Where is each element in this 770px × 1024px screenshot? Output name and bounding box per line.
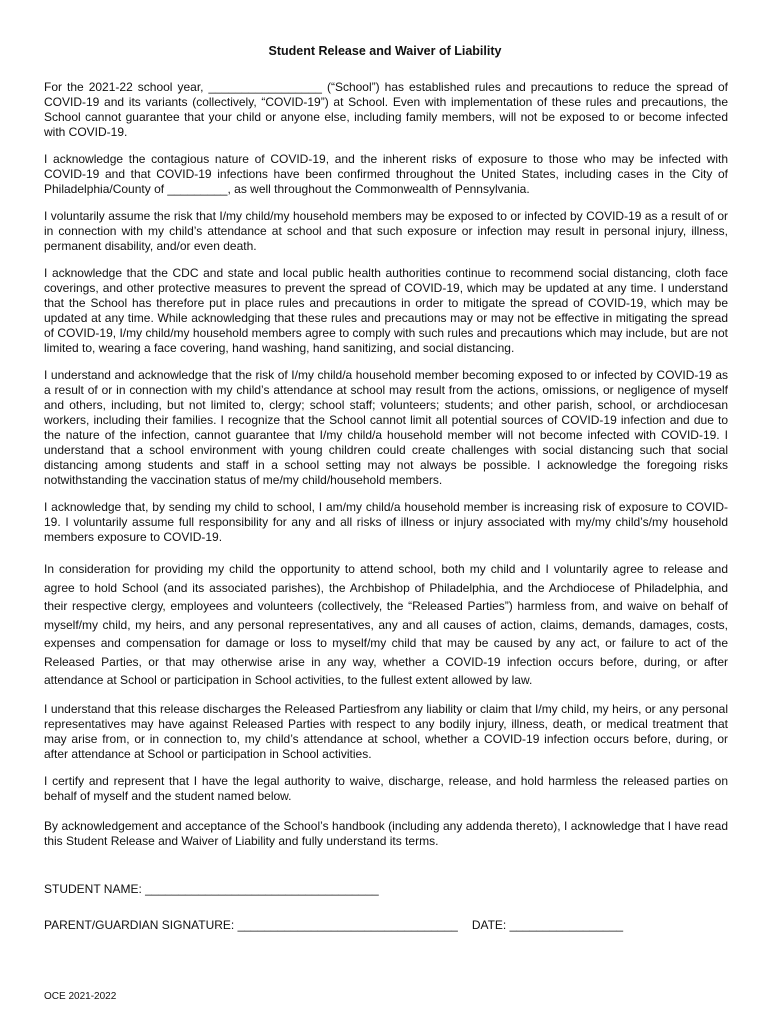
- document-body: [44, 80, 728, 861]
- signature-row: [44, 918, 728, 932]
- parent-signature-field[interactable]: PARENT/GUARDIAN SIGNATURE: _________________________________: [44, 918, 458, 932]
- document-footer: OCE 2021-2022: [44, 991, 117, 1002]
- paragraph-school-rules: For the 2021-22 school year, _________________ (“School”) has established rules and precautions to reduce the spread of COVID-19 and its variants (collectively, “COVID-19”) at School. Even with implementation of these rules and precautions, the School cannot guarantee that your child or anyone else, including family members, will not be exposed to or become infected with COVID-19.: [44, 80, 728, 139]
- paragraph-risk-sources: I understand and acknowledge that the risk of I/my child/a household member becoming exposed to or infected by COVID-19 as a result of or in connection with my child’s attendance at school may result from the actions, omissions, or negligence of myself and others, including, but not limited to, clergy; school staff; volunteers; students; and other parish, school, or archdiocesan workers, including their families. I recognize that the School cannot limit all potential sources of COVID-19 infection and due to the nature of the infection, cannot guarantee that I/my child/a household member will not become infected with COVID-19. I understand that a school environment with young children could create challenges with social distancing such that social distancing among students and staff in a school setting may not always be possible. I acknowledge the foregoing risks notwithstanding the vaccination status of me/my child/household members.: [44, 368, 728, 487]
- paragraph-acknowledgement: By acknowledgement and acceptance of the School’s handbook (including any addenda thereto), I acknowledge that I have read this Student Release and Waiver of Liability and fully understand its terms.: [44, 818, 728, 848]
- paragraph-increased-risk: I acknowledge that, by sending my child to school, I am/my child/a household member is increasing risk of exposure to COVID-19. I voluntarily assume full responsibility for any and all risks of illness or injury associated with my/my child’s/my household members exposure to COVID-19.: [44, 500, 728, 544]
- paragraph-discharge: I understand that this release discharges the Released Partiesfrom any liability or claim that I/my child, my heirs, or any personal representatives may have against Released Parties with respect to any bodily injury, illness, death, or medical treatment that may arise from, or in connection to, my child’s attendance at school, whether a COVID-19 infection occurs before, during, or after attendance at School or participation in School activities.: [44, 701, 728, 761]
- paragraph-assume-risk: I voluntarily assume the risk that I/my child/my household members may be exposed to or infected by COVID-19 as a result of or in connection with my child’s attendance at school and that such exposure or infection may result in personal injury, illness, permanent disability, and/or even death.: [44, 209, 728, 253]
- student-name-row: [44, 882, 728, 896]
- paragraph-contagious-nature: I acknowledge the contagious nature of COVID-19, and the inherent risks of exposure to those who may be infected with COVID-19 and that COVID-19 infections have been confirmed throughout the United States, including cases in the City of Philadelphia/County of _________, as well throughout the Commonwealth of Pennsylvania.: [44, 152, 728, 196]
- signature-fields: [44, 882, 728, 954]
- document-title: Student Release and Waiver of Liability: [268, 44, 502, 58]
- student-name-field[interactable]: STUDENT NAME: ___________________________________: [44, 882, 379, 896]
- paragraph-legal-authority: I certify and represent that I have the legal authority to waive, discharge, release, and hold harmless the released parties on behalf of myself and the student named below.: [44, 773, 728, 803]
- paragraph-release: In consideration for providing my child the opportunity to attend school, both my child and I voluntarily agree to release and agree to hold School (and its associated parishes), the Archbishop of Philadelphia, and the Archdiocese of Philadelphia, and their respective clergy, employees and volunteers (collectively, the “Released Parties”) harmless from, and waive on behalf of myself/my child, my heirs, and any personal representatives, any and all causes of action, claims, demands, damages, costs, expenses and compensation for damage or loss to myself/my child that may be caused by any act, or failure to act of the Released Parties, or that may otherwise arise in any way, whether a COVID-19 infection occurs before, during, or after attendance at School or participation in School activities, to the fullest extent allowed by law.: [44, 562, 728, 687]
- date-field[interactable]: DATE: _________________: [471, 918, 624, 932]
- paragraph-cdc-guidance: I acknowledge that the CDC and state and local public health authorities continue to recommend social distancing, cloth face coverings, and other protective measures to prevent the spread of COVID-19, which may be updated at any time. I understand that the School has therefore put in place rules and precautions in order to mitigate the spread of COVID-19, which may be updated at any time. While acknowledging that these rules and precautions may or may not be effective in mitigating the spread of COVID-19, I/my child/my household members agree to comply with such rules and precautions which may include, but are not limited to, wearing a face covering, hand washing, hand sanitizing, and social distancing.: [44, 266, 728, 355]
